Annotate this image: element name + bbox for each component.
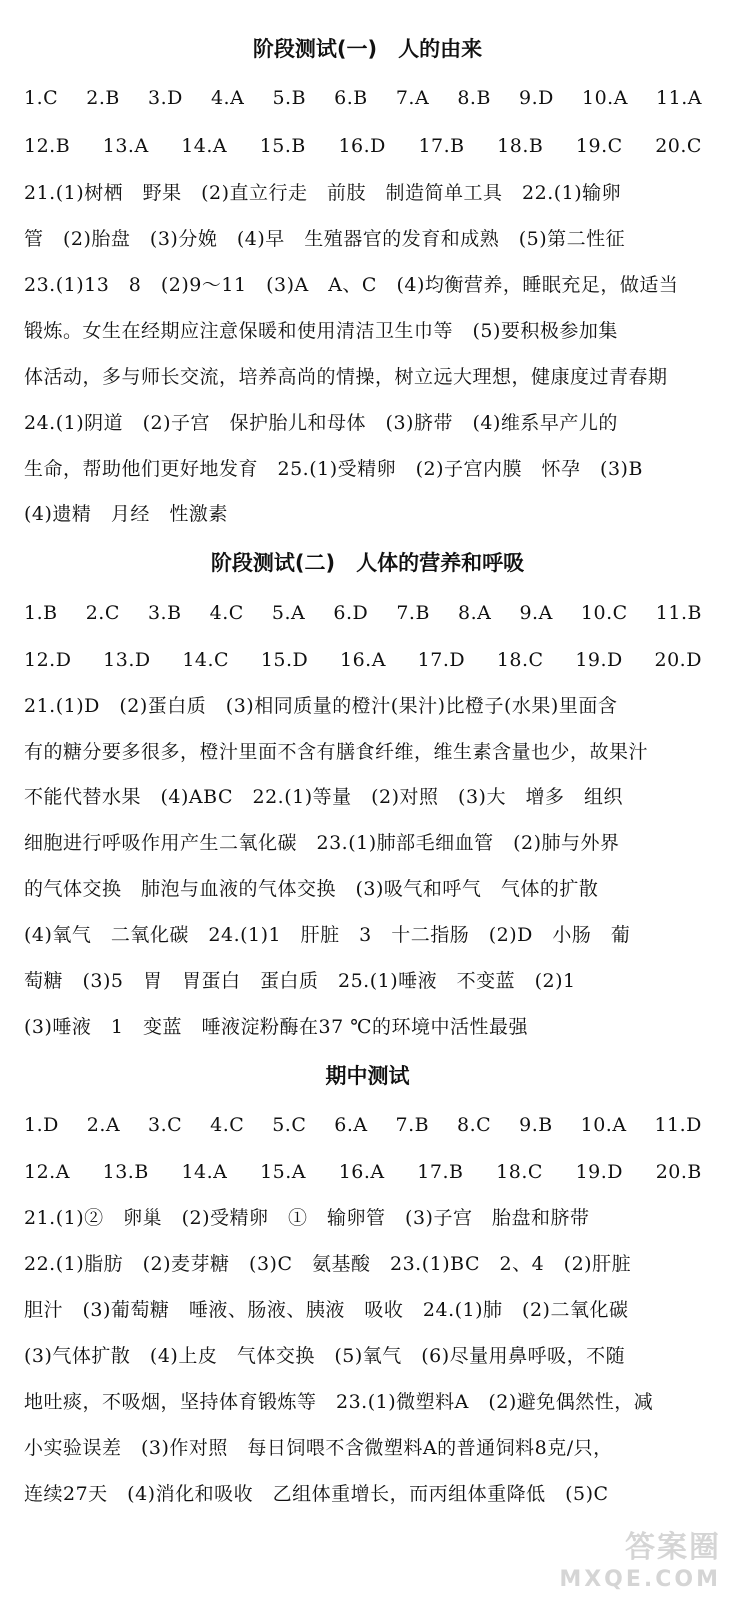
mc-answer: 9.D bbox=[519, 87, 554, 109]
answer-line: 胆汁 (3)葡萄糖 唾液、肠液、胰液 吸收 24.(1)肺 (2)二氧化碳 bbox=[24, 1299, 629, 1321]
mc-answer: 3.C bbox=[148, 1114, 183, 1136]
mc-answer: 11.B bbox=[655, 602, 702, 624]
mc-answer: 14.A bbox=[181, 1161, 228, 1183]
answer-line: 不能代替水果 (4)ABC 22.(1)等量 (2)对照 (3)大 增多 组织 bbox=[24, 786, 623, 808]
mc-row bbox=[24, 1160, 714, 1184]
answer-line: 体活动，多与师长交流，培养高尚的情操，树立远大理想，健康度过青春期 bbox=[24, 366, 668, 388]
answer-line: 21.(1)② 卵巢 (2)受精卵 ① 输卵管 (3)子宫 胎盘和脐带 bbox=[24, 1207, 590, 1229]
mc-answer: 3.D bbox=[147, 87, 183, 109]
answer-line: 管 (2)胎盘 (3)分娩 (4)早 生殖器官的发育和成熟 (5)第二性征 bbox=[24, 228, 626, 250]
section-title: 阶段测试(一) 人的由来 bbox=[252, 37, 483, 61]
mc-answer: 11.A bbox=[656, 87, 702, 109]
mc-answer: 4.C bbox=[210, 1114, 245, 1136]
mc-answer: 18.C bbox=[496, 649, 544, 671]
mc-answer: 17.B bbox=[418, 135, 465, 157]
mc-answer: 16.A bbox=[340, 649, 386, 671]
mc-answer: 20.B bbox=[655, 1161, 702, 1183]
answer-line: 锻炼。女生在经期应注意保暖和使用清洁卫生巾等 (5)要积极参加集 bbox=[24, 320, 618, 342]
mc-answer: 1.D bbox=[24, 1114, 59, 1136]
answer-line: 21.(1)D (2)蛋白质 (3)相同质量的橙汁(果汁)比橙子(水果)里面含 bbox=[24, 695, 618, 717]
answer-line: 萄糖 (3)5 胃 胃蛋白 蛋白质 25.(1)唾液 不变蓝 (2)1 bbox=[24, 970, 576, 992]
mc-answer: 13.D bbox=[103, 649, 151, 671]
mc-row bbox=[24, 601, 714, 625]
mc-answer: 6.D bbox=[333, 602, 369, 624]
mc-answer: 5.C bbox=[272, 1114, 307, 1136]
mc-answer: 7.B bbox=[395, 1114, 430, 1136]
mc-answer: 10.A bbox=[580, 1114, 627, 1136]
mc-answer: 16.D bbox=[338, 135, 386, 157]
mc-answer: 2.C bbox=[85, 602, 120, 624]
mc-answer: 14.A bbox=[181, 135, 228, 157]
mc-answer: 17.B bbox=[417, 1161, 464, 1183]
answer-line: (4)氧气 二氧化碳 24.(1)1 肝脏 3 十二指肠 (2)D 小肠 葡 bbox=[24, 924, 631, 946]
mc-answer: 15.A bbox=[260, 1161, 307, 1183]
mc-answer: 14.C bbox=[182, 649, 230, 671]
mc-answer: 3.B bbox=[147, 602, 182, 624]
mc-answer: 13.A bbox=[102, 135, 149, 157]
answer-line: 有的糖分要多很多，橙汁里面不含有膳食纤维，维生素含量也少，故果汁 bbox=[24, 741, 649, 763]
mc-answer: 8.C bbox=[457, 1114, 492, 1136]
watermark-logo bbox=[559, 1522, 729, 1594]
mc-answer: 6.A bbox=[334, 1114, 368, 1136]
answer-line: 细胞进行呼吸作用产生二氧化碳 23.(1)肺部毛细血管 (2)肺与外界 bbox=[24, 832, 620, 854]
mc-answer: 1.C bbox=[24, 87, 59, 109]
answer-line: 生命，帮助他们更好地发育 25.(1)受精卵 (2)子宫内膜 怀孕 (3)B bbox=[24, 458, 643, 480]
watermark-url: MXQE.COM bbox=[559, 1567, 721, 1592]
mc-answer: 2.B bbox=[86, 87, 120, 109]
mc-answer: 9.A bbox=[519, 602, 553, 624]
mc-answer: 9.B bbox=[519, 1114, 553, 1136]
mc-answer: 4.A bbox=[210, 87, 245, 109]
mc-answer: 5.B bbox=[272, 87, 307, 109]
mc-answer: 16.A bbox=[338, 1161, 385, 1183]
mc-row bbox=[24, 648, 714, 672]
answer-line: 的气体交换 肺泡与血液的气体交换 (3)吸气和呼气 气体的扩散 bbox=[24, 878, 599, 900]
answer-line: 22.(1)脂肪 (2)麦芽糖 (3)C 氨基酸 23.(1)BC 2、4 (2)肝脏 bbox=[24, 1253, 632, 1275]
mc-answer: 20.C bbox=[655, 135, 702, 157]
answer-line: 23.(1)13 8 (2)9～11 (3)A A、C (4)均衡营养，睡眠充足，做适当 bbox=[24, 274, 679, 296]
mc-answer: 13.B bbox=[102, 1161, 149, 1183]
mc-answer: 18.C bbox=[496, 1161, 543, 1183]
answer-line: 小实验误差 (3)作对照 每日饲喂不含微塑料A的普通饲料8克/只， bbox=[24, 1437, 613, 1459]
mc-answer: 17.D bbox=[417, 649, 466, 671]
mc-answer: 11.D bbox=[654, 1114, 702, 1136]
answer-line: (3)气体扩散 (4)上皮 气体交换 (5)氧气 (6)尽量用鼻呼吸，不随 bbox=[24, 1345, 626, 1367]
mc-answer: 5.A bbox=[271, 602, 306, 624]
mc-answer: 19.C bbox=[575, 135, 623, 157]
mc-row bbox=[24, 1113, 714, 1137]
answer-line: 连续27天 (4)消化和吸收 乙组体重增长，而丙组体重降低 (5)C bbox=[24, 1483, 609, 1505]
mc-answer: 12.A bbox=[24, 1161, 70, 1183]
mc-answer: 2.A bbox=[86, 1114, 121, 1136]
mc-answer: 1.B bbox=[24, 602, 58, 624]
mc-answer: 20.D bbox=[654, 649, 702, 671]
mc-answer: 4.C bbox=[209, 602, 244, 624]
mc-answer: 15.D bbox=[260, 649, 309, 671]
mc-answer: 18.B bbox=[497, 135, 544, 157]
mc-row bbox=[24, 134, 714, 158]
answer-line: 24.(1)阴道 (2)子宫 保护胎儿和母体 (3)脐带 (4)维系早产儿的 bbox=[24, 412, 618, 434]
watermark-text: 答案圈 bbox=[625, 1530, 721, 1565]
mc-answer: 10.A bbox=[582, 87, 628, 109]
mc-answer: 6.B bbox=[334, 87, 368, 109]
mc-answer: 7.B bbox=[396, 602, 430, 624]
mc-answer: 7.A bbox=[395, 87, 430, 109]
answer-line: 21.(1)树栖 野果 (2)直立行走 前肢 制造简单工具 22.(1)输卵 bbox=[24, 182, 622, 204]
mc-answer: 12.B bbox=[24, 135, 71, 157]
mc-answer: 10.C bbox=[580, 602, 628, 624]
mc-answer: 19.D bbox=[575, 649, 623, 671]
mc-answer: 15.B bbox=[259, 135, 306, 157]
mc-answer: 8.B bbox=[457, 87, 491, 109]
mc-answer: 8.A bbox=[458, 602, 492, 624]
answer-line: 地吐痰，不吸烟，坚持体育锻炼等 23.(1)微塑料A (2)避免偶然性，减 bbox=[24, 1391, 654, 1413]
answer-line: (3)唾液 1 变蓝 唾液淀粉酶在37 ℃的环境中活性最强 bbox=[24, 1016, 528, 1038]
section-title: 阶段测试(二) 人体的营养和呼吸 bbox=[210, 551, 525, 575]
section-title: 期中测试 bbox=[325, 1064, 410, 1088]
mc-row bbox=[24, 86, 714, 110]
mc-answer: 19.D bbox=[575, 1161, 624, 1183]
answer-line: (4)遗精 月经 性激素 bbox=[24, 503, 228, 525]
mc-answer: 12.D bbox=[24, 649, 72, 671]
